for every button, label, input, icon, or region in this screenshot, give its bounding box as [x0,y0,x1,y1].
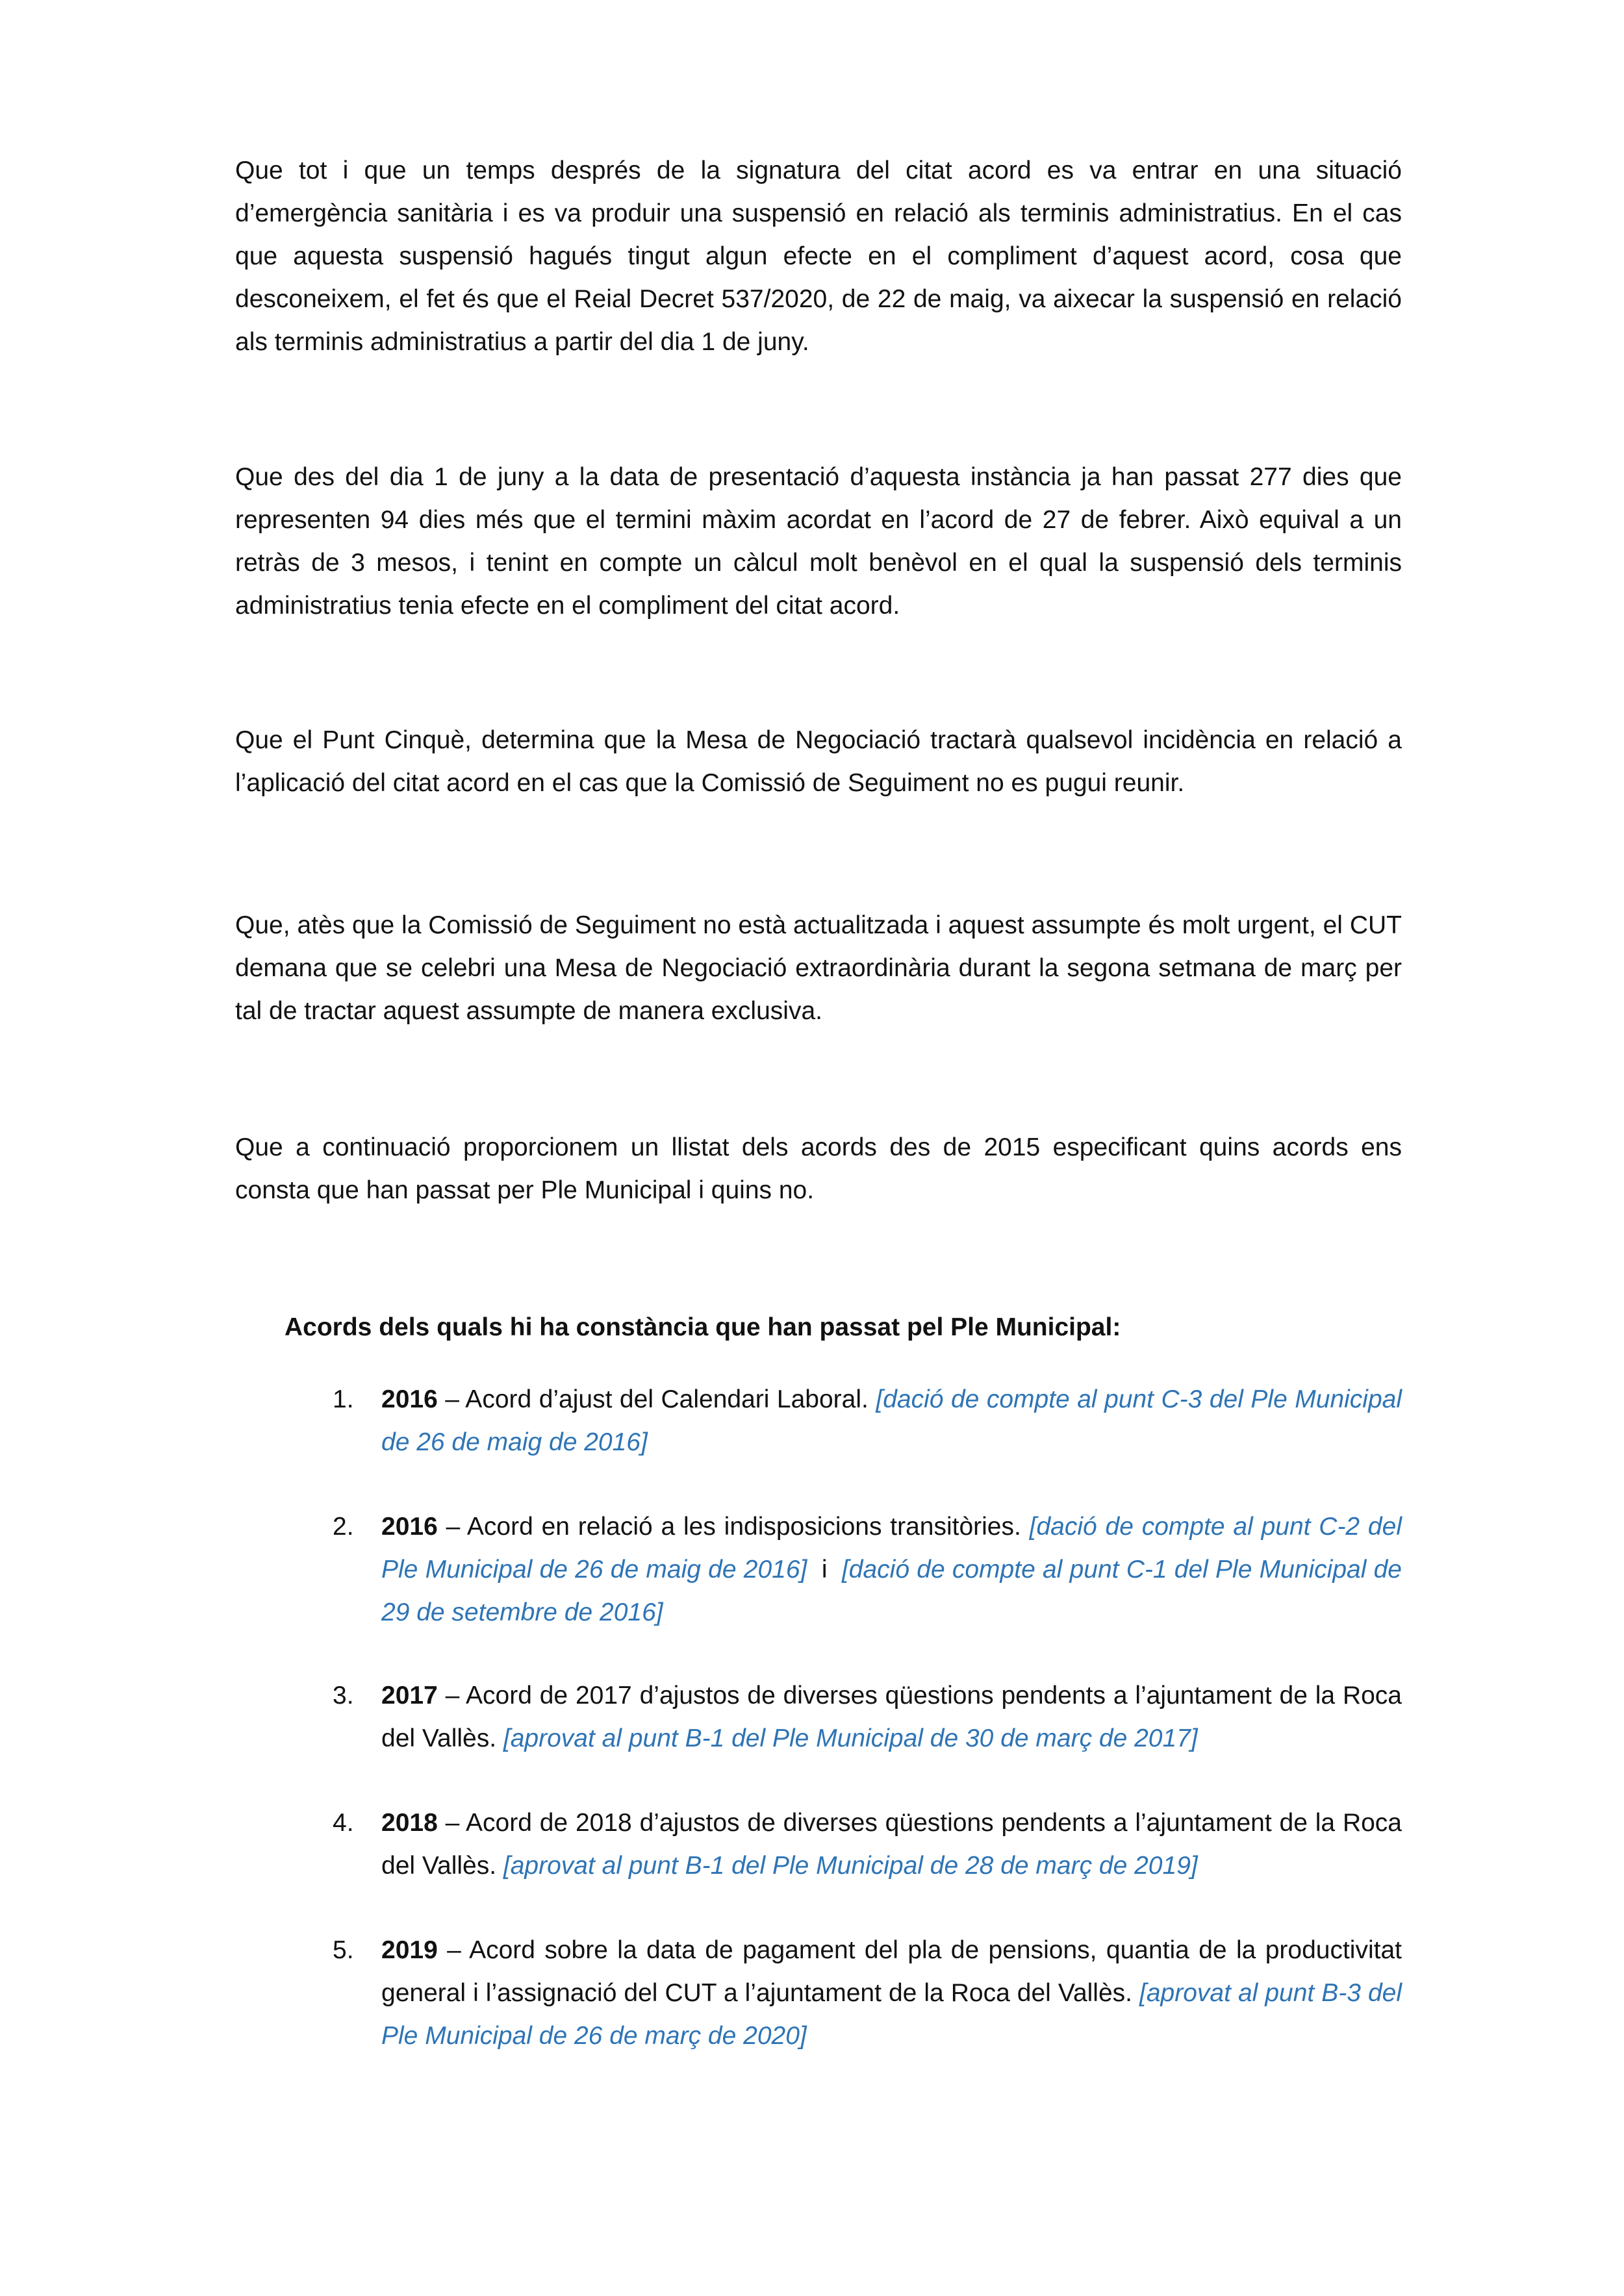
list-number: 4. [333,1809,354,1837]
agreement-text: – Acord de 2018 d’ajustos de diverses qüestions pendents a l’ajuntament de la Roca del Vallès. [381,1809,1402,1880]
list-number: 2. [333,1513,354,1541]
list-number: 1. [333,1385,354,1413]
agreement-text: – Acord en relació a les indisposicions transitòries. [437,1513,1030,1541]
paragraph-days-elapsed: Que des del dia 1 de juny a la data de presentació d’aquesta instància ja han passat 277 dies que representen 94 dies més que el termini màxim acordat en l’acord de 27 de febrer. Això equival a un retràs de 3 mesos, i tenint en compte un càlcul molt benèvol en el qual la suspensió dels terminis administratius tenia efecte en el compliment del citat acord. [235,463,1402,620]
list-body [381,1929,1402,2058]
paragraph-urgent-meeting: Que, atès que la Comissió de Seguiment no està actualitzada i aquest assumpte és molt urgent, el CUT demana que se celebri una Mesa de Negociació extraordinària durant la segona setmana de març per tal de tractar aquest assumpte de manera exclusiva. [235,911,1402,1025]
paragraph-list-intro: Que a continuació proporcionem un llistat dels acords des de 2015 especificant quins acords ens consta que han passat per Ple Municipal i quins no. [235,1133,1402,1204]
agreement-text: – Acord d’ajust del Calendari Laboral. [437,1385,876,1413]
list-body [381,1378,1402,1464]
plenary-reference: [dació de compte al punt C-2 del Ple Municipal de 26 de maig de 2016] [381,1513,1402,1583]
agreement-text: – Acord sobre la data de pagament del pla de pensions, quantia de la productivitat general i l’assignació del CUT a l’ajuntament de la Roca del Vallès. [381,1936,1402,2007]
list-body [381,1802,1402,1887]
list-body [381,1674,1402,1760]
plenary-reference: [dació de compte al punt C-3 del Ple Municipal de 26 de maig de 2016] [381,1385,1402,1456]
agreement-year: 2017 [381,1682,438,1709]
plenary-reference: [aprovat al punt B-3 del Ple Municipal de 26 de març de 2020] [381,1979,1402,2050]
list-number: 5. [333,1936,354,1964]
list-number: 3. [333,1682,354,1709]
plenary-reference: [aprovat al punt B-1 del Ple Municipal de 28 de març de 2019] [503,1852,1198,1880]
agreement-year: 2019 [381,1936,438,1964]
agreement-text: – Acord de 2017 d’ajustos de diverses qüestions pendents a l’ajuntament de la Roca del Vallès. [381,1682,1402,1752]
agreement-year: 2016 [381,1513,438,1541]
plenary-reference: [aprovat al punt B-1 del Ple Municipal de 30 de març de 2017] [503,1724,1198,1752]
paragraph-emergency-suspension: Que tot i que un temps després de la signatura del citat acord es va entrar en una situació d’emergència sanitària i es va produir una suspensió en relació als terminis administratius. En el cas que aquesta suspensió hagués tingut algun efecte en el compliment d’aquest acord, cosa que desconeixem, el fet és que el Reial Decret 537/2020, de 22 de maig, va aixecar la suspensió en relació als terminis administratius a partir del dia 1 de juny. [235,157,1402,356]
agreements-heading: Acords dels quals hi ha constància que han passat pel Ple Municipal: [285,1313,1121,1341]
plenary-reference: [dació de compte al punt C-1 del Ple Municipal de 29 de setembre de 2016] [381,1556,1402,1626]
agreement-year: 2016 [381,1385,438,1413]
agreement-year: 2018 [381,1809,438,1837]
paragraph-punt-cinque: Que el Punt Cinquè, determina que la Mesa de Negociació tractarà qualsevol incidència en relació a l’aplicació del citat acord en el cas que la Comissió de Seguiment no es pugui reunir. [235,726,1402,797]
list-body [381,1506,1402,1634]
reference-separator: i [807,1556,842,1583]
